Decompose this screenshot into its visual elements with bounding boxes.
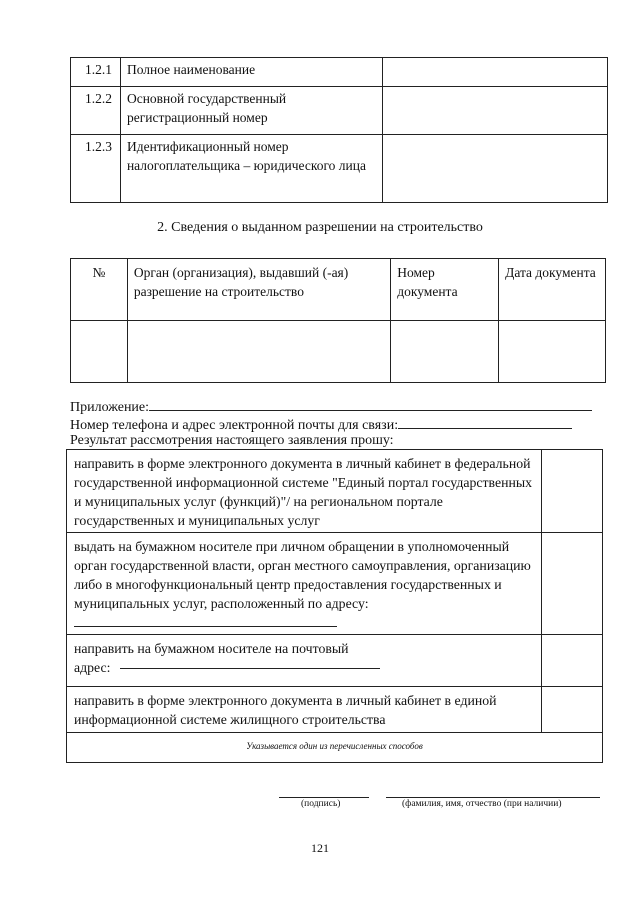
- row-number: 1.2.3: [71, 135, 121, 203]
- table-row: [71, 321, 606, 383]
- contact-input-line[interactable]: [398, 416, 572, 429]
- option-text: [67, 635, 542, 687]
- contact-field: [70, 416, 572, 434]
- option-text: направить в форме электронного документа в личный кабинет в единой информационной системе жилищного строительства: [67, 687, 542, 733]
- row-value-field[interactable]: [383, 58, 608, 87]
- signature-caption: (подпись): [301, 799, 341, 809]
- option-checkbox[interactable]: [541, 687, 602, 733]
- attachment-field: [70, 398, 592, 416]
- table-row: [71, 58, 608, 87]
- page-number: 121: [311, 841, 329, 855]
- attachment-label: Приложение:: [70, 400, 150, 415]
- postal-address-input-line[interactable]: [120, 668, 380, 669]
- section-heading: 2. Сведения о выданном разрешении на строительство: [157, 220, 483, 235]
- applicant-info-table: [70, 57, 608, 203]
- delivery-method-table: [66, 449, 603, 763]
- option-checkbox[interactable]: [541, 450, 602, 533]
- option-checkbox[interactable]: [541, 533, 602, 635]
- cell-issuer[interactable]: [127, 321, 390, 383]
- column-header: Дата документа: [499, 259, 606, 321]
- delivery-note: Указывается один из перечисленных способов: [67, 733, 603, 763]
- address-input-line[interactable]: [74, 614, 337, 627]
- full-name-line[interactable]: [386, 797, 600, 798]
- row-label: Полное наименование: [120, 58, 382, 87]
- row-value-field[interactable]: [383, 87, 608, 135]
- row-label: Идентификационный номер налогоплательщика – юридического лица: [120, 135, 382, 203]
- row-number: 1.2.1: [71, 58, 121, 87]
- table-header-row: [71, 259, 606, 321]
- row-number: 1.2.2: [71, 87, 121, 135]
- signature-line[interactable]: [279, 797, 369, 798]
- option-row: [67, 533, 603, 635]
- option-checkbox[interactable]: [541, 635, 602, 687]
- option-row: [67, 687, 603, 733]
- option-text: [67, 533, 542, 635]
- option-row: [67, 450, 603, 533]
- column-header: №: [71, 259, 128, 321]
- option-label: направить на бумажном носителе на почтовый адрес:: [74, 641, 349, 675]
- note-row: [67, 733, 603, 763]
- table-row: [71, 87, 608, 135]
- table-row: [71, 135, 608, 203]
- full-name-caption: (фамилия, имя, отчество (при наличии): [402, 799, 562, 809]
- attachment-input-line[interactable]: [149, 398, 592, 411]
- option-text: направить в форме электронного документа в личный кабинет в федеральной государственной информационной системе "Единый портал государственных и муниципальных услуг (функций)"/ на региональном портале государственных и муниципальных услуг: [67, 450, 542, 533]
- option-label: выдать на бумажном носителе при личном обращении в уполномоченный орган государственной власти, орган местного самоуправления, организацию либо в многофункциональный центр предоставления государственных и муниципальных услуг, расположенный по адресу:: [74, 539, 531, 611]
- permit-table: [70, 258, 606, 383]
- row-label: Основной государственный регистрационный номер: [120, 87, 382, 135]
- option-row: [67, 635, 603, 687]
- contact-label: Номер телефона и адрес электронной почты для связи:: [70, 418, 399, 433]
- result-label: Результат рассмотрения настоящего заявления прошу:: [70, 433, 394, 448]
- column-header: Номер документа: [391, 259, 499, 321]
- cell-doc-number[interactable]: [391, 321, 499, 383]
- cell-doc-date[interactable]: [499, 321, 606, 383]
- column-header: Орган (организация), выдавший (-ая) разрешение на строительство: [127, 259, 390, 321]
- row-value-field[interactable]: [383, 135, 608, 203]
- cell-number[interactable]: [71, 321, 128, 383]
